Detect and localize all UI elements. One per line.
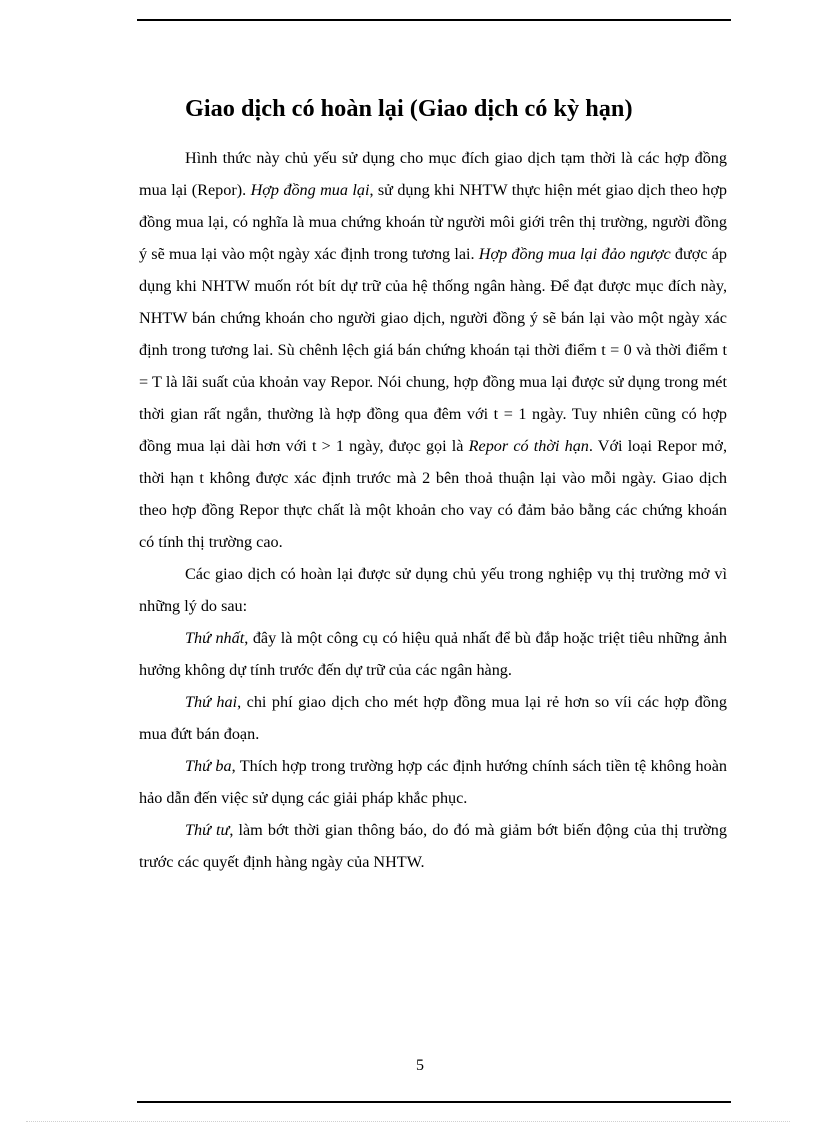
- italic-term: Thứ nhất: [185, 629, 245, 647]
- text-run: , sử dụng khi NHTW thực hiện mét giao dịch theo hợp đồng mua lại, có nghĩa là mua chứng khoán từ người môi giới trên thị trường, người đồng ý sẽ mua lại vào một ngày xác định trong tương lai.: [139, 181, 728, 263]
- header-rule: [137, 19, 731, 21]
- italic-term: Thứ ba: [185, 757, 232, 775]
- italic-term: Hợp đồng mua lại: [250, 181, 370, 199]
- page-body: [139, 96, 727, 878]
- section-heading: Giao dịch có hoàn lại (Giao dịch có kỳ hạn): [185, 95, 633, 122]
- paragraph: [139, 750, 727, 814]
- page-number: 5: [416, 1057, 424, 1074]
- italic-term: Repor có thời hạn: [468, 437, 589, 455]
- footer-rule: [137, 1101, 731, 1103]
- text-run: Hình thức này chủ yếu sử dụng cho mục đích giao dịch tạm thời là các hợp đồng mua lại (Repor).: [139, 149, 727, 199]
- paragraph: [139, 142, 727, 558]
- italic-term: Hợp đồng mua lại đảo ngược: [478, 245, 671, 263]
- paragraph: [139, 814, 727, 878]
- text-run: Các giao dịch có hoàn lại được sử dụng chủ yếu trong nghiệp vụ thị trường mở vì những lý do sau:: [139, 565, 727, 615]
- text-run: , chi phí giao dịch cho mét hợp đồng mua lại rẻ hơn so víi các hợp đồng mua đứt bán đoạn.: [139, 693, 727, 743]
- page-edge-divider: [26, 1121, 790, 1122]
- paragraph: [139, 558, 727, 622]
- paragraph: [139, 622, 727, 686]
- text-run: , đây là một công cụ có hiệu quả nhất để bù đắp hoặc triệt tiêu những ảnh hưởng không dự tính trước đến dự trữ của các ngân hàng.: [139, 629, 727, 679]
- text-run: . Với loại Repor mở, thời hạn t không được xác định trước mà 2 bên thoả thuận lại vào mỗi ngày. Giao dịch theo hợp đồng Repor thực chất là một khoản cho vay có đảm bảo bằng các chứng khoán có tính thị trường cao.: [139, 437, 727, 551]
- paragraph: [139, 686, 727, 750]
- text-run: được áp dụng khi NHTW muốn rót bít dự trữ của hệ thống ngân hàng. Để đạt được mục đích này, NHTW bán chứng khoán cho người giao dịch, người đồng ý sẽ bán lại vào một ngày xác định trong tương lai. Sù chênh lệch giá bán chứng khoán tại thời điểm t = 0 và thời điểm t = T là lãi suất của khoản vay Repor. Nói chung, hợp đồng mua lại được sử dụng trong mét thời gian rất ngắn, thường là hợp đồng qua đêm với t = 1 ngày. Tuy nhiên cũng có hợp đồng mua lại dài hơn với t > 1 ngày, đưọc gọi là: [139, 245, 727, 455]
- italic-term: Thứ hai: [185, 693, 238, 711]
- text-run: , làm bớt thời gian thông báo, do đó mà giảm bớt biến động của thị trường trước các quyết định hàng ngày của NHTW.: [139, 821, 727, 871]
- italic-term: Thứ tư: [185, 821, 230, 839]
- text-run: , Thích hợp trong trường hợp các định hướng chính sách tiền tệ không hoàn hảo dẫn đến việc sử dụng các giải pháp khắc phục.: [139, 757, 727, 807]
